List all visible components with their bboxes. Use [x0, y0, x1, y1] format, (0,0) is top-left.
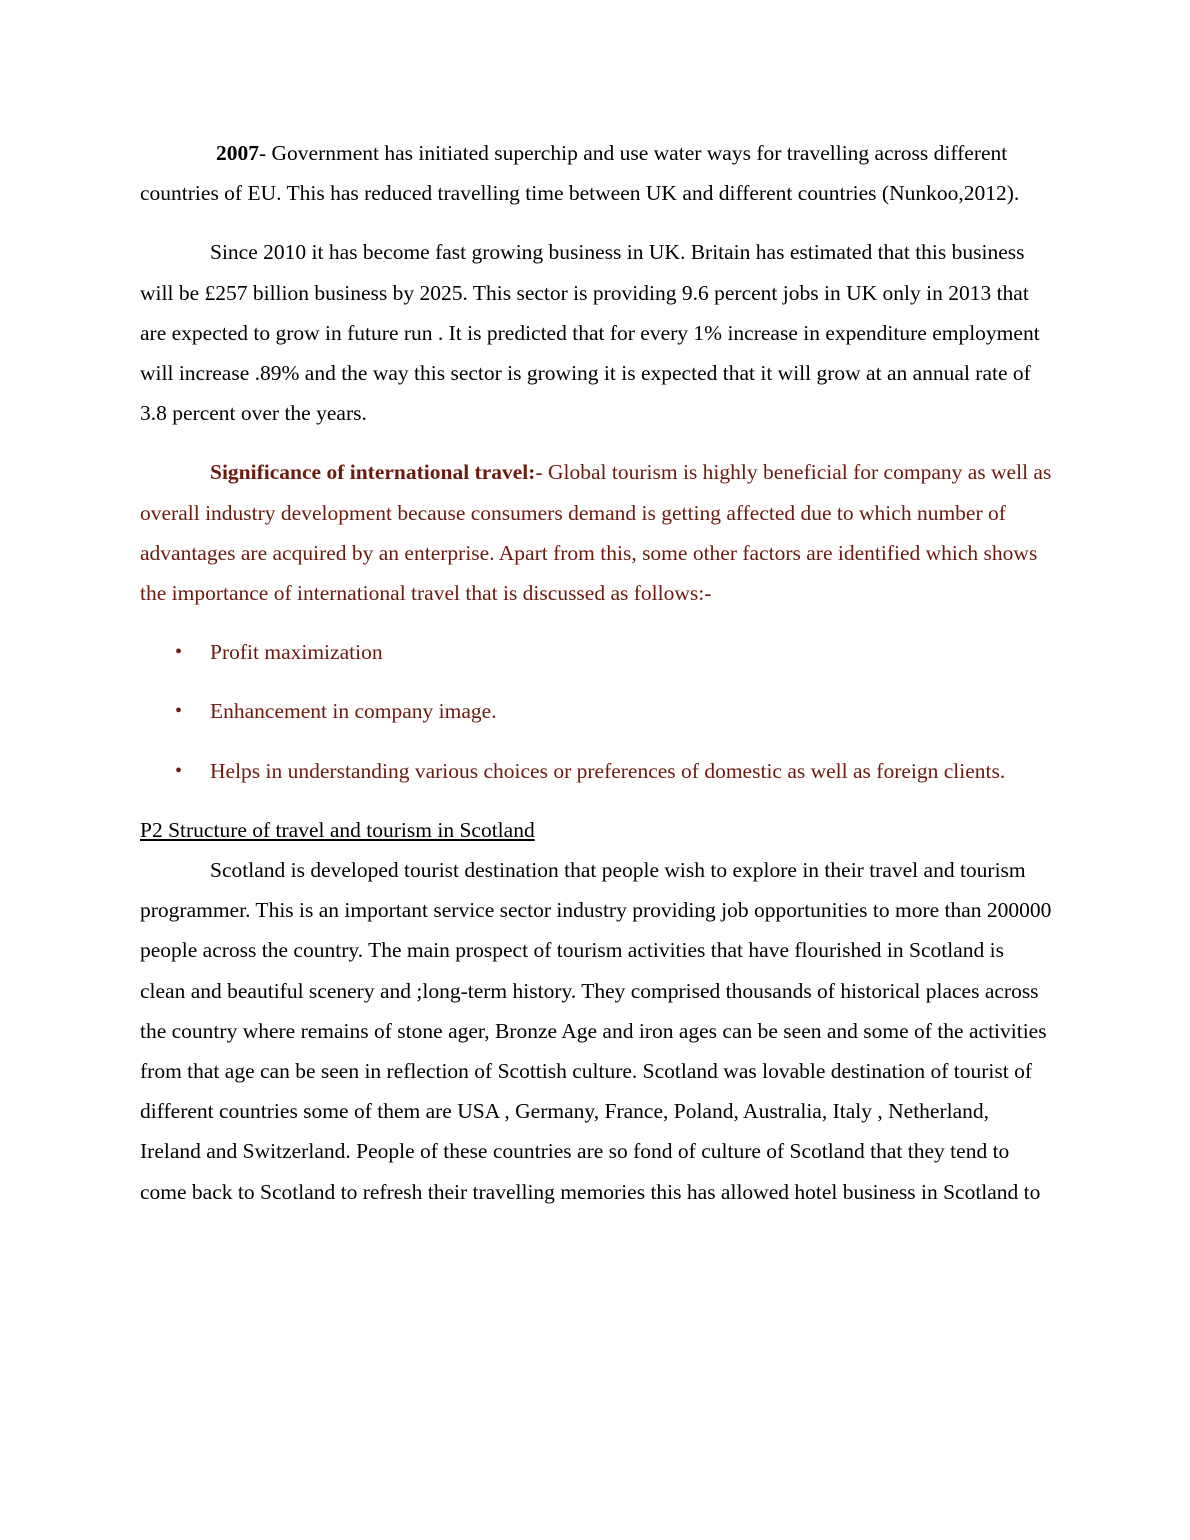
paragraph-text: - Government has initiated superchip and use water ways for travelling across different countries of EU. This has reduced travelling time between UK and different countries (Nunkoo,2012).	[140, 141, 1020, 206]
list-item	[140, 691, 1052, 731]
paragraph-bold-lead: Significance of international travel:	[210, 460, 536, 485]
bullet-icon: •	[175, 759, 183, 782]
paragraph-since-2010	[140, 232, 1052, 433]
paragraph-text: Since 2010 it has become fast growing business in UK. Britain has estimated that this business will be £257 billion business by 2025. This sector is providing 9.6 percent jobs in UK only in 2013 that are expected to grow in future run . It is predicted that for every 1% increase in expenditure employment will increase .89% and the way this sector is growing it is expected that it will grow at an annual rate of 3.8 percent over the years.	[140, 240, 1040, 426]
bullet-icon: •	[175, 641, 183, 664]
section-heading: P2 Structure of travel and tourism in Scotland	[140, 817, 535, 842]
list-item-text: Profit maximization	[210, 640, 383, 665]
bullet-icon: •	[175, 700, 183, 723]
list-item	[140, 751, 1052, 791]
paragraph-scotland	[140, 850, 1052, 1212]
list-item	[140, 632, 1052, 672]
document-page	[140, 133, 1052, 1212]
list-item-text: Enhancement in company image.	[210, 699, 497, 724]
bullet-list	[140, 632, 1052, 791]
paragraph-bold-lead: 2007	[216, 141, 259, 165]
paragraph-significance	[140, 452, 1052, 613]
paragraph-text: Scotland is developed tourist destination that people wish to explore in their travel and tourism programmer. This is an important service sector industry providing job opportunities to more than 200000 people across the country. The main prospect of tourism activities that have flourished in Scotland is clean and beautiful scenery and ;long-term history. They comprised thousands of historical places across the country where remains of stone ager, Bronze Age and iron ages can be seen and some of the activities from that age can be seen in reflection of Scottish culture. Scotland was lovable destination of tourist of different countries some of them are USA , Germany, France, Poland, Australia, Italy , Netherland, Ireland and Switzerland. People of these countries are so fond of culture of Scotland that they tend to come back to Scotland to refresh their travelling memories this has allowed hotel business in Scotland to	[140, 858, 1052, 1204]
list-item-text: Helps in understanding various choices or preferences of domestic as well as foreign clients.	[210, 758, 1006, 783]
paragraph-2007	[140, 133, 1052, 213]
paragraph-text: - Global tourism is highly beneficial for company as well as overall industry development because consumers demand is getting affected due to which number of advantages are acquired by an enterprise. Apart from this, some other factors are identified which shows the importance of international travel that is discussed as follows:-	[140, 460, 1052, 606]
